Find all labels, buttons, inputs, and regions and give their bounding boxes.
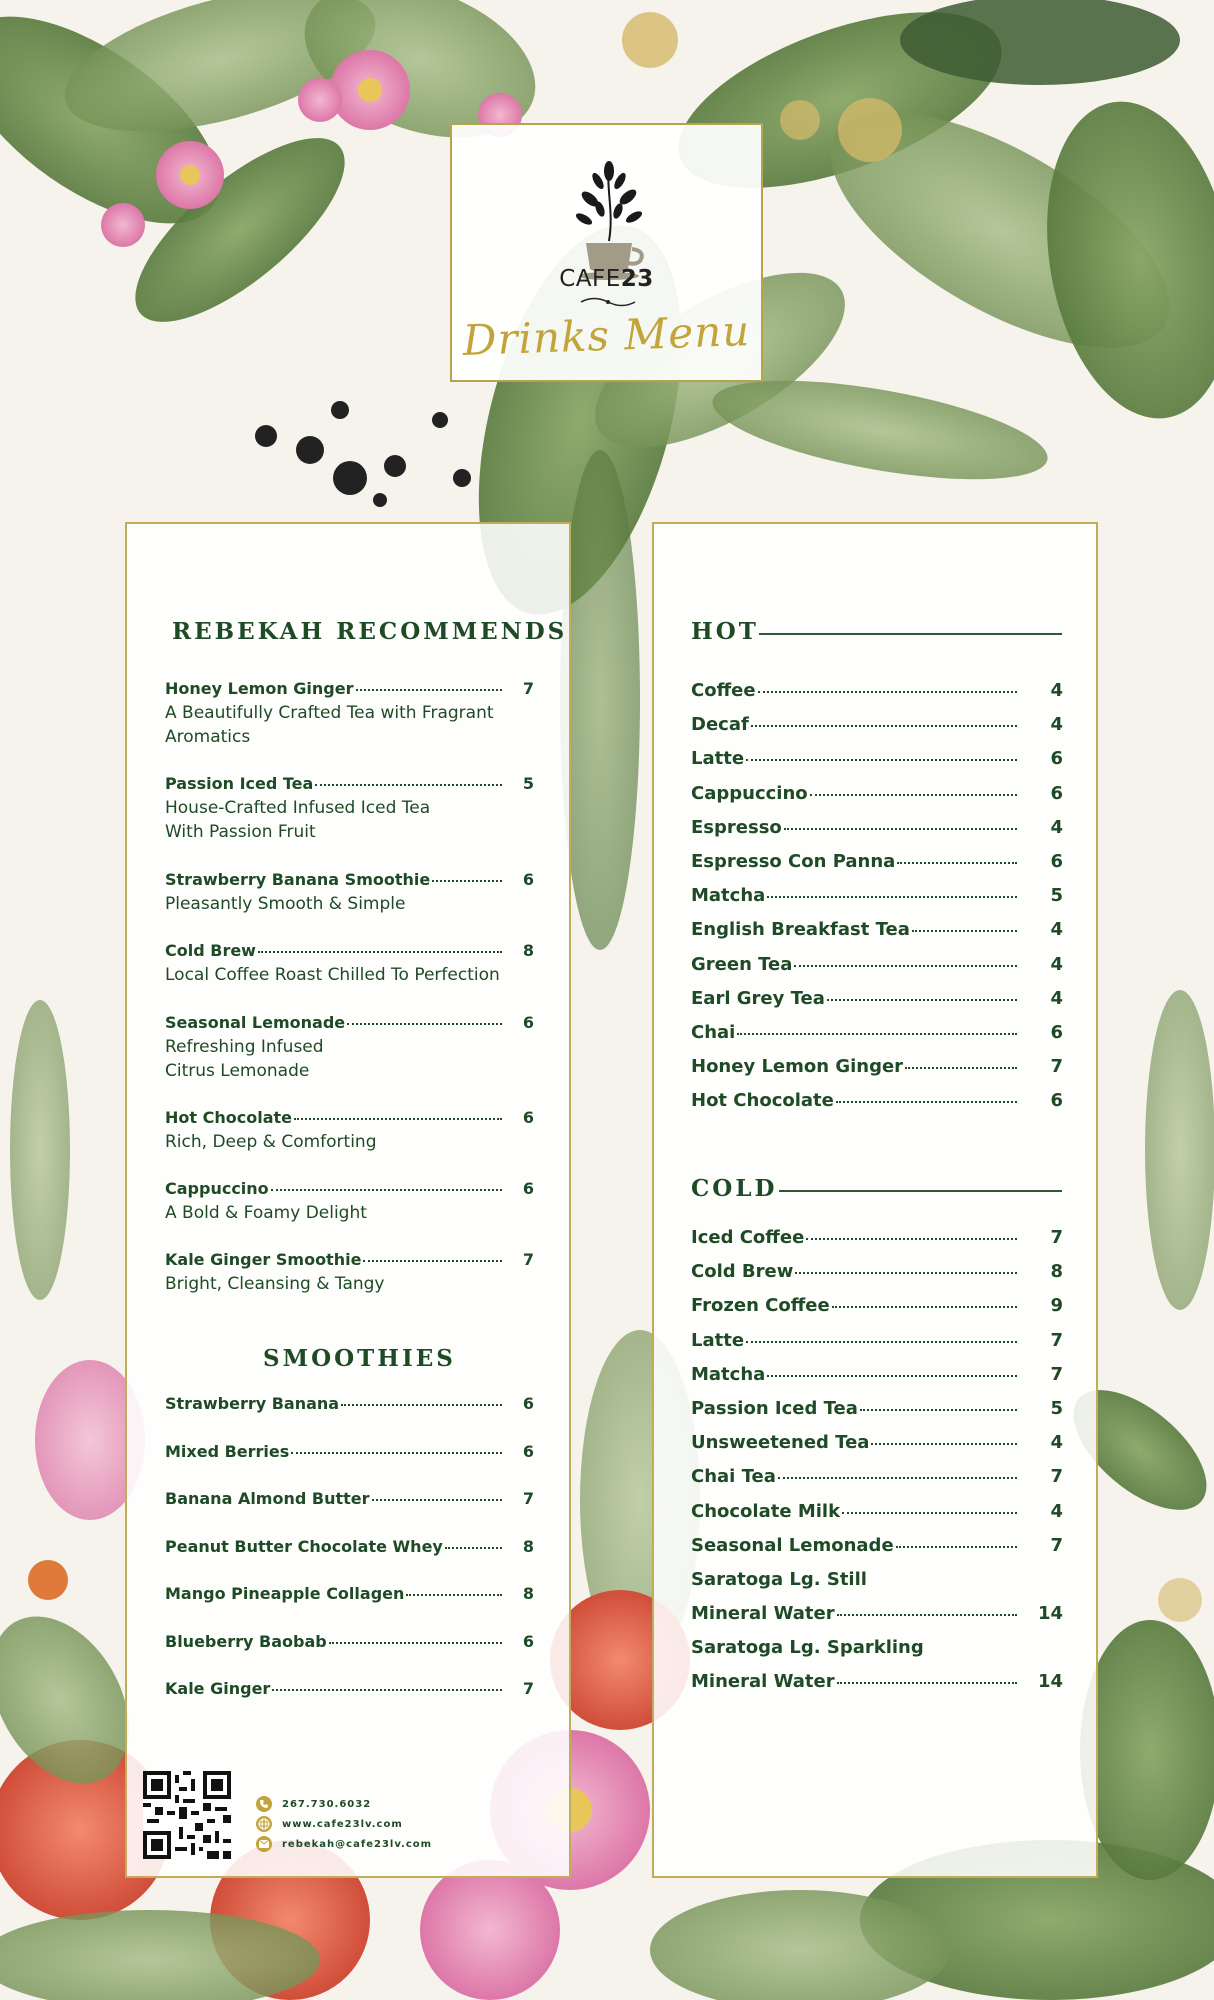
- qr-code-icon: [143, 1771, 231, 1859]
- website-link[interactable]: www.cafe23lv.com: [282, 1818, 403, 1830]
- hot-divider: [759, 633, 1062, 635]
- smoothies-title: SMOOTHIES: [263, 1345, 456, 1372]
- menu-item: Iced Coffee 7: [691, 1227, 1063, 1248]
- menu-item: Unsweetened Tea 4: [691, 1432, 1063, 1454]
- item-description: Bright, Cleansing & Tangy: [165, 1274, 385, 1294]
- menu-item: Latte 6: [691, 748, 1063, 770]
- sparkling-water-line1: Saratoga Lg. Sparkling: [691, 1637, 924, 1658]
- email-link[interactable]: rebekah@cafe23lv.com: [282, 1838, 433, 1850]
- menu-item: English Breakfast Tea 4: [691, 919, 1063, 941]
- menu-item: Earl Grey Tea 4: [691, 987, 1063, 1009]
- menu-item: Chai 6: [691, 1022, 1063, 1043]
- menu-item: Peanut Butter Chocolate Whey 8: [165, 1536, 534, 1556]
- menu-item: Cappuccino 6: [165, 1179, 534, 1198]
- cold-divider: [779, 1190, 1062, 1192]
- menu-item: Espresso Con Panna 6: [691, 851, 1063, 872]
- menu-item: Espresso 4: [691, 816, 1063, 838]
- phone-icon: [256, 1796, 272, 1812]
- item-description: Pleasantly Smooth & Simple: [165, 894, 406, 914]
- menu-item: Decaf 4: [691, 714, 1063, 736]
- cold-title: COLD: [691, 1175, 778, 1202]
- menu-item: Chai Tea 7: [691, 1466, 1063, 1488]
- menu-item: Coffee 4: [691, 680, 1063, 701]
- item-description: A Bold & Foamy Delight: [165, 1203, 367, 1223]
- menu-item: Matcha 7: [691, 1363, 1063, 1385]
- menu-item: Strawberry Banana 6: [165, 1394, 534, 1413]
- item-description: House-Crafted Infused Iced Tea: [165, 798, 431, 818]
- menu-item: Kale Ginger Smoothie 7: [165, 1250, 534, 1269]
- menu-item: Cold Brew 8: [165, 941, 534, 960]
- menu-item: Hot Chocolate 6: [691, 1090, 1063, 1112]
- menu-item: Matcha 5: [691, 885, 1063, 907]
- menu-item: Banana Almond Butter 7: [165, 1489, 534, 1508]
- menu-item: Strawberry Banana Smoothie 6: [165, 870, 534, 889]
- menu-item: Chocolate Milk 4: [691, 1500, 1063, 1522]
- menu-title: Drinks Menu: [461, 305, 752, 366]
- brand-name: CAFE23: [559, 266, 654, 292]
- hot-title: HOT: [691, 618, 759, 645]
- menu-item: Cold Brew 8: [691, 1261, 1063, 1283]
- menu-item: Mixed Berries 6: [165, 1441, 534, 1461]
- menu-item: Frozen Coffee 9: [691, 1295, 1063, 1317]
- item-description: With Passion Fruit: [165, 822, 316, 842]
- menu-item: Passion Iced Tea 5: [691, 1398, 1063, 1419]
- menu-item-still-water: Mineral Water 14: [691, 1603, 1063, 1624]
- menu-item: Hot Chocolate 6: [165, 1108, 534, 1127]
- contact-website: [256, 1816, 403, 1832]
- menu-item: Passion Iced Tea 5: [165, 774, 534, 793]
- menu-item: Green Tea 4: [691, 953, 1063, 975]
- menu-item: Honey Lemon Ginger 7: [165, 679, 534, 698]
- item-description: Citrus Lemonade: [165, 1061, 310, 1081]
- globe-icon: [256, 1816, 272, 1832]
- envelope-icon: [256, 1836, 272, 1852]
- menu-item: Seasonal Lemonade 7: [691, 1534, 1063, 1556]
- item-description: Rich, Deep & Comforting: [165, 1132, 377, 1152]
- menu-item: Latte 7: [691, 1329, 1063, 1351]
- contact-phone: [256, 1796, 371, 1812]
- item-description: Aromatics: [165, 727, 251, 747]
- item-description: Refreshing Infused: [165, 1037, 324, 1057]
- menu-item: Seasonal Lemonade 6: [165, 1013, 534, 1032]
- menu-item: Mango Pineapple Collagen 8: [165, 1584, 534, 1603]
- flourish-icon: [579, 295, 637, 309]
- contact-email: [256, 1836, 432, 1852]
- item-description: A Beautifully Crafted Tea with Fragrant: [165, 703, 494, 723]
- header-card: [450, 123, 763, 382]
- recommends-title: REBEKAH RECOMMENDS: [172, 618, 568, 645]
- menu-item: Honey Lemon Ginger 7: [691, 1056, 1063, 1078]
- phone-text[interactable]: 267.730.6032: [282, 1798, 372, 1810]
- still-water-line1: Saratoga Lg. Still: [691, 1569, 867, 1590]
- item-description: Local Coffee Roast Chilled To Perfection: [165, 965, 500, 985]
- menu-item: Blueberry Baobab 6: [165, 1631, 534, 1651]
- menu-item: Cappuccino 6: [691, 782, 1063, 804]
- menu-item-sparkling-water: Mineral Water 14: [691, 1671, 1063, 1692]
- menu-item: Kale Ginger 7: [165, 1679, 534, 1698]
